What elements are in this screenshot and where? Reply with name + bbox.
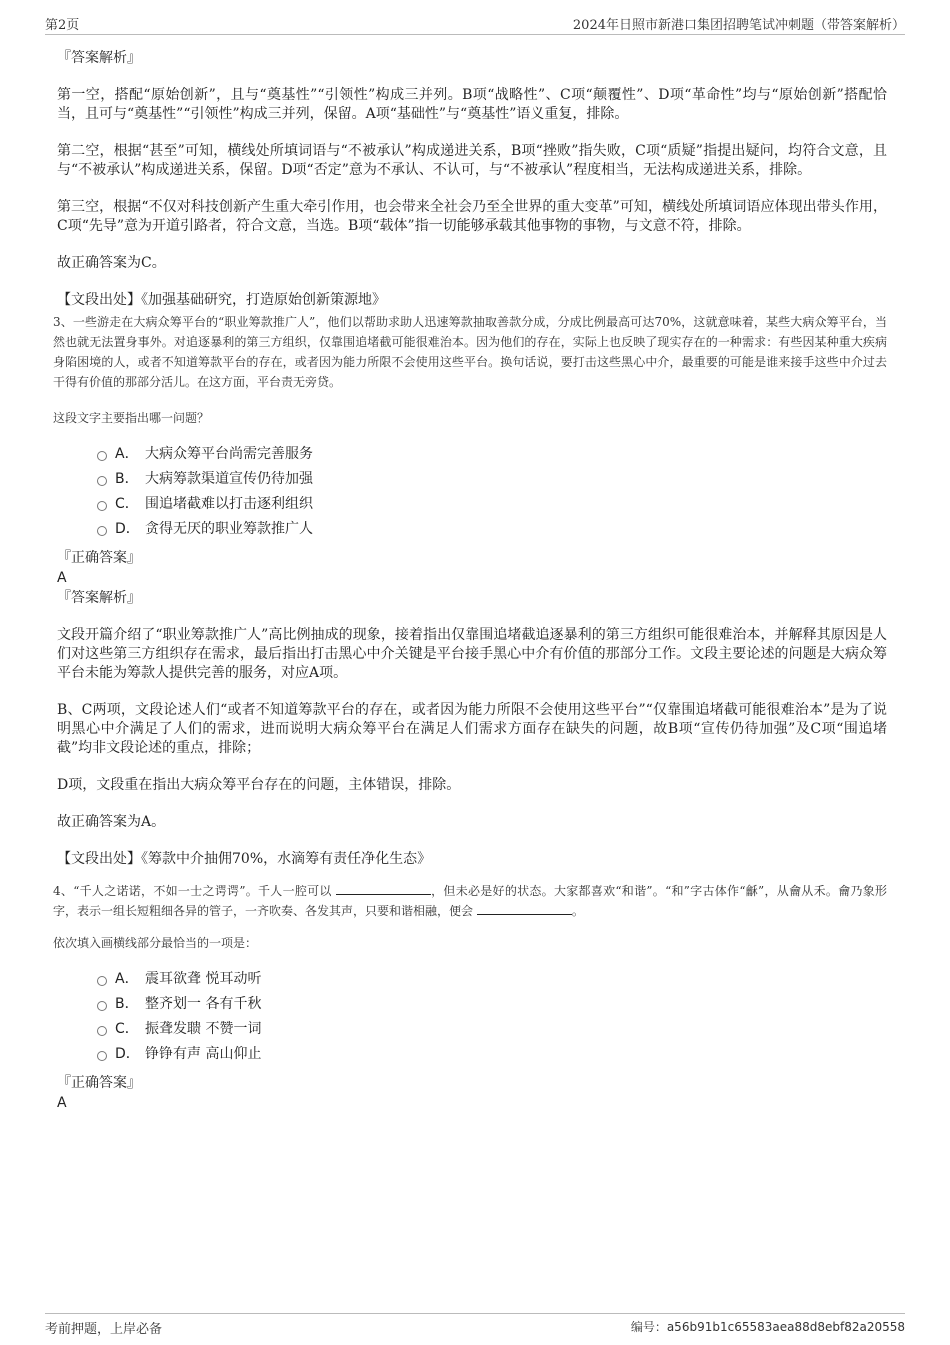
source-line: 【文段出处】《加强基础研究，打造原始创新策源地》: [57, 292, 386, 308]
analysis-paragraph: 第一空，搭配“原始创新”，且与“奠基性”“引领性”构成三并列。B项“战略性”、C项“颠覆性”、D项“革命性”均与“原始创新”搭配恰当，且可与“奠基性”“引领性”构成三并列，保留。A项“基础性”与“奠基性”语义重复，排除。: [57, 87, 887, 122]
option-b[interactable]: B． 整齐划一 各有千秋: [57, 992, 887, 1017]
option-c[interactable]: C． 围追堵截难以打击逐利组织: [57, 492, 887, 517]
page-footer: [45, 1313, 905, 1339]
option-d[interactable]: D． 铮铮有声 高山仰止: [57, 1042, 887, 1067]
fill-blank: [336, 882, 431, 895]
question-3-text: 3、一些游走在大病众筹平台的“职业筹款推广人”，他们以帮助求助人迅速筹款抽取善款分成，分成比例最高可达70%，这就意味着，某些大病众筹平台，当然也就无法置身事外。对追逐暴利的第三方组织，仅靠围追堵截可能很难治本。因为他们的存在，实际上也反映了现实存在的一种需求：有些因某种重大疾病身陷困境的人，或者不知道筹款平台的存在，或者因为能力所限不会使用这些平台。换句话说，要打击这些黑心中介，最重要的可能是谁来接手这些中介过去干得有价值的那部分活儿。在这方面，平台责无旁贷。: [53, 315, 887, 389]
source-line: 【文段出处】《筹款中介抽佣70%，水滴筹有责任净化生态》: [57, 851, 432, 867]
question-4-options: [57, 967, 887, 1067]
option-d[interactable]: D． 贪得无厌的职业筹款推广人: [57, 517, 887, 542]
radio-icon[interactable]: [97, 1001, 107, 1011]
radio-icon[interactable]: [97, 476, 107, 486]
conclusion: 故正确答案为A。: [57, 814, 166, 830]
document-body: [53, 44, 888, 1113]
footer-slogan: 考前押题，上岸必备: [45, 1322, 163, 1337]
option-a[interactable]: A． 震耳欲聋 悦耳动听: [57, 967, 887, 992]
conclusion: 故正确答案为C。: [57, 255, 166, 271]
radio-icon[interactable]: [97, 501, 107, 511]
analysis-paragraph: D项，文段重在指出大病众筹平台存在的问题，主体错误，排除。: [57, 777, 461, 793]
document-code: 编号：a56b91b1c65583aea88d8ebf82a20558: [630, 1320, 905, 1334]
option-a[interactable]: A． 大病众筹平台尚需完善服务: [57, 442, 887, 467]
radio-icon[interactable]: [97, 526, 107, 536]
question-3-options: [57, 442, 887, 542]
radio-icon[interactable]: [97, 1051, 107, 1061]
option-c[interactable]: C． 振聋发聩 不赞一词: [57, 1017, 887, 1042]
correct-answer: A: [57, 1095, 67, 1111]
question-4-prompt: 依次填入画横线部分最恰当的一项是：: [53, 936, 258, 950]
radio-icon[interactable]: [97, 1026, 107, 1036]
radio-icon[interactable]: [97, 451, 107, 461]
analysis-paragraph: B、C两项，文段论述人们“或者不知道筹款平台的存在，或者因为能力所限不会使用这些平台”“仅靠围追堵截可能很难治本”是为了说明黑心中介满足了人们的需求，进而说明大病众筹平台在满足人们需求方面存在缺失的问题，故B项“宣传仍待加强”及C项“围追堵截”均非文段论述的重点，排除；: [57, 702, 887, 756]
page-header: [45, 12, 905, 35]
answer-label: 『正确答案』: [57, 550, 141, 566]
fill-blank: [477, 902, 572, 915]
analysis-label: 『答案解析』: [57, 590, 141, 606]
analysis-label: 『答案解析』: [57, 50, 141, 66]
question-3-prompt: 这段文字主要指出哪一问题？: [53, 411, 210, 425]
analysis-paragraph: 文段开篇介绍了“职业筹款推广人”高比例抽成的现象，接着指出仅靠围追堵截追逐暴利的第三方组织可能很难治本，并解释其原因是人们对这些第三方组织存在需求，最后指出打击黑心中介关键是平台接手黑心中介有价值的那部分工作。文段主要论述的问题是大病众筹平台未能为筹款人提供完善的服务，对应A项。: [57, 627, 887, 681]
radio-icon[interactable]: [97, 976, 107, 986]
analysis-paragraph: 第三空，根据“不仅对科技创新产生重大牵引作用，也会带来全社会乃至全世界的重大变革”可知，横线处所填词语应体现出带头作用，C项“先导”意为开道引路者，符合文意，当选。B项“载体”指一切能够承载其他事物的事物，与文意不符，排除。: [57, 199, 887, 234]
option-b[interactable]: B． 大病筹款渠道宣传仍待加强: [57, 467, 887, 492]
answer-label: 『正确答案』: [57, 1075, 141, 1091]
question-4-text: 4、“千人之诺诺，不如一士之谔谔”。千人一腔可以 ，但未必是好的状态。大家都喜欢“和谐”。“和”字古体作“龢”，从龠从禾。龠乃象形字，表示一组长短粗细各异的管子，一齐吹奏、各发其声，只要和谐相融，便会 。: [53, 884, 888, 918]
analysis-paragraph: 第二空，根据“甚至”可知，横线处所填词语与“不被承认”构成递进关系，B项“挫败”指失败，C项“质疑”指提出疑问，均符合文意，且与“不被承认”构成递进关系，保留。D项“否定”意为不承认、不认可，与“不被承认”程度相当，无法构成递进关系，排除。: [57, 143, 887, 178]
document-title: 2024年日照市新港口集团招聘笔试冲刺题（带答案解析）: [572, 18, 905, 33]
page-number: 第2页: [45, 18, 80, 33]
correct-answer: A: [57, 570, 67, 586]
